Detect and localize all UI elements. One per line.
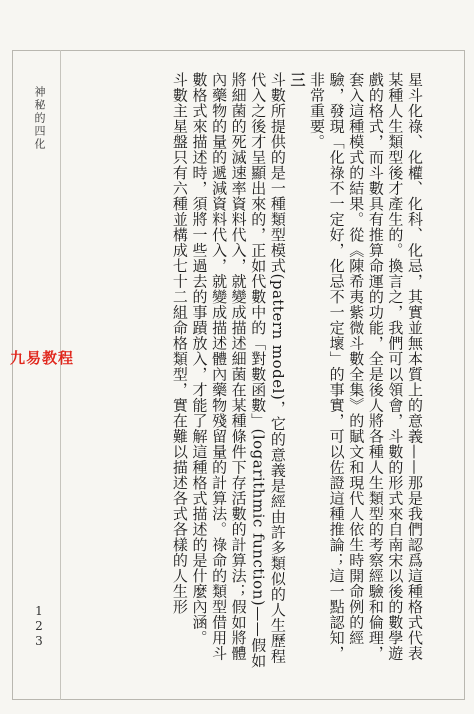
page-number: 123 [32,604,46,649]
paragraph-2: 斗數所提供的是一種類型模式(pattern model)，它的意義是經由許多類似的人生歷程代入之後才呈顯出來的，正如代數中的「對數函數」(logarithmic function)——假如將細菌的死滅速率資料代入，就變成描述細菌在某種條件下存活數的計算法；假如將體內藥物的量的遞減資料代入，就變成描述體內藥物殘留量的計算法。祿命的類型借用斗數格式來描述時，須將一些過去的事蹟放入，才能了解這種格式描述的是什麼內涵。 [190,72,287,669]
running-title: 神秘的四化 [33,86,46,151]
watermark-text: 九易教程 [10,349,75,367]
paragraph-3: 斗數主星盤只有六種並構成七十二組命格類型，實在難以描述各式各樣的人生形 [170,72,189,615]
section-heading: 三 [288,72,307,87]
paragraph-1: 星斗化祿、化權、化科、化忌，其實並無本質上的意義——那是我們認爲這種格式代表某種人生類型後才產生的。換言之，我們可以領會，斗數的形式來自南宋以後的數學遊戲的格式，而斗數具有推算命運的功能，全是後人將各種人生類型的考察經驗和倫理，套入這種模式的結果。從《陳希夷紫微斗數全集》的賦文和現代人依生時開命例的經驗，發現「化祿不一定好，化忌不一定壞」的事實，可以佐證這種推論；這一點認知，非常重要。 [308,72,424,661]
body-text [169,72,424,672]
margin-rule [60,50,61,700]
